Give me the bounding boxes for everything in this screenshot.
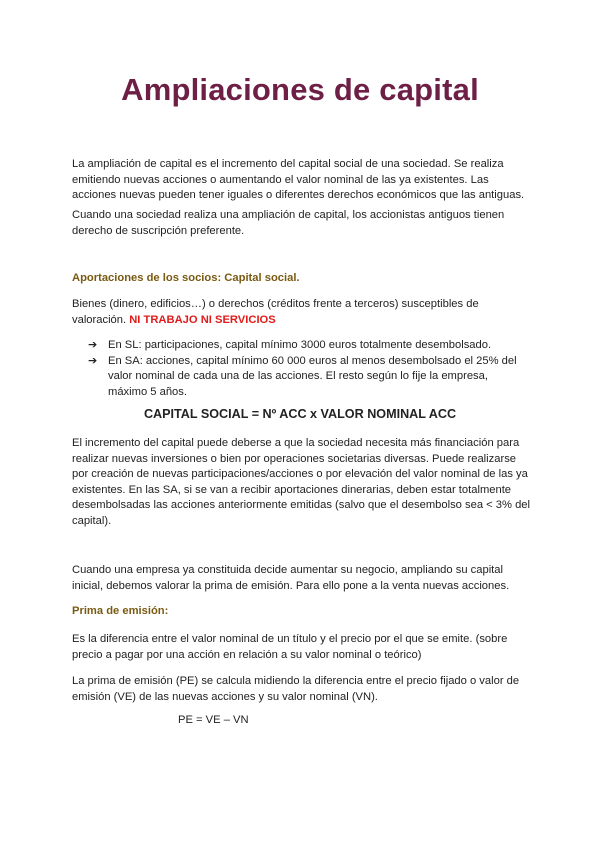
company-paragraph: Cuando una empresa ya constituida decide aumentar su negocio, ampliando su capital inicial, debemos valorar la prima de emisión. Para ello pone a la venta nuevas acciones.	[72, 564, 510, 592]
list-item	[88, 338, 528, 354]
capital-bullets	[88, 338, 528, 400]
intro-paragraph-1: La ampliación de capital es el incremento del capital social de una sociedad. Se realiza emitiendo nuevas acciones o aumentando el valor nominal de las ya existentes. Las acciones nuevas pueden tener iguales o diferentes derechos económicos que las antiguas.	[72, 158, 525, 202]
arrow-right-icon: ➔	[88, 354, 98, 367]
pe-formula: PE = VE – VN	[178, 714, 249, 726]
prima-calculation-paragraph: La prima de emisión (PE) se calcula midiendo la diferencia entre el precio fijado o valor de emisión (VE) de las nuevas acciones y su valor nominal (VN).	[72, 675, 520, 703]
prima-definition-paragraph: Es la diferencia entre el valor nominal de un título y el precio por el que se emite. (sobre precio a pagar por una acción en relación a su valor nominal o teórico)	[72, 633, 508, 661]
arrow-right-icon: ➔	[88, 339, 98, 351]
page-title: Ampliaciones de capital	[121, 72, 479, 107]
intro-paragraph-2: Cuando una sociedad realiza una ampliación de capital, los accionistas antiguos tienen derecho de suscripción preferente.	[72, 209, 505, 237]
section-heading-prima-emision: Prima de emisión:	[72, 605, 169, 617]
section-heading-capital-social: Aportaciones de los socios: Capital social.	[72, 272, 300, 284]
capital-social-text: Bienes (dinero, edificios…) o derechos (créditos frente a terceros) susceptibles de valoración.	[72, 298, 479, 326]
highlight-no-trabajo: NI TRABAJO NI SERVICIOS	[129, 313, 276, 326]
increment-paragraph: El incremento del capital puede deberse a que la sociedad necesita más financiación para realizar nuevas inversiones o bien por operaciones societarias diversas. Puede realizarse por creación de nuevas participaciones/acciones o por elevación del valor nominal de las ya existentes. En las SA, si se van a recibir aportaciones dinerarias, deben estar totalmente desembolsadas las acciones anteriormente emitidas (salvo que el desembolso sea < 3% del capital).	[72, 437, 531, 527]
bullet-text-sa: En SA: acciones, capital mínimo 60 000 euros al menos desembolsado el 25% del valor nominal de cada una de las acciones. El resto según lo fije la empresa, máximo 5 años.	[108, 354, 517, 398]
capital-social-paragraph	[72, 297, 530, 328]
bullet-text-sl: En SL: participaciones, capital mínimo 3000 euros totalmente desembolsado.	[108, 339, 492, 351]
list-item	[88, 354, 528, 401]
capital-social-formula: CAPITAL SOCIAL = Nº ACC x VALOR NOMINAL ACC	[143, 407, 457, 421]
